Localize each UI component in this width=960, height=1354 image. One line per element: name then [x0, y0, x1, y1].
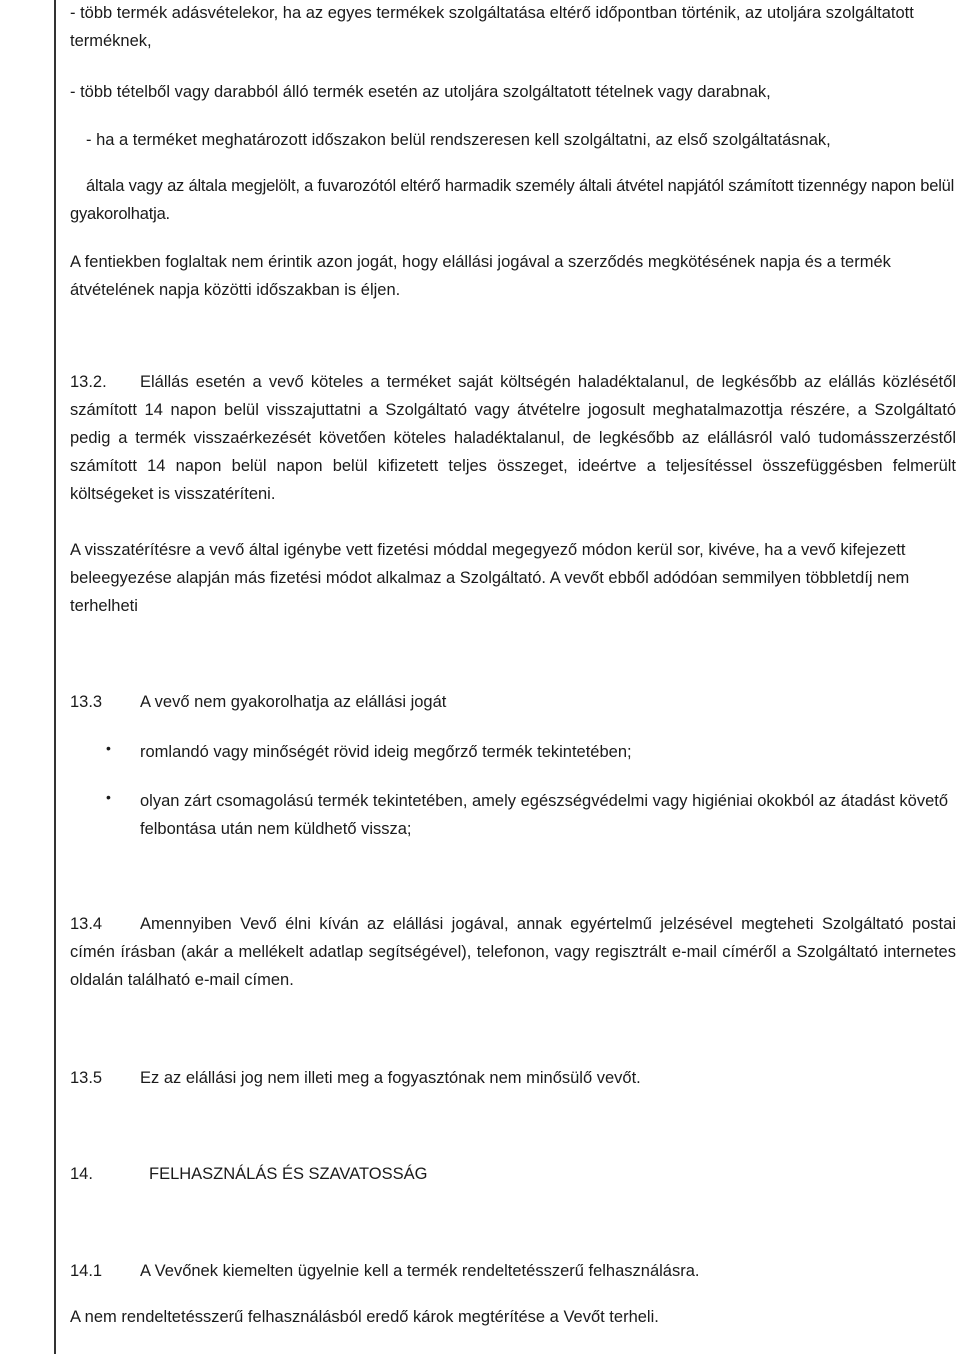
section-13-4-text: Amennyiben Vevő élni kíván az elállási jogával, annak egyértelmű jelzésével megteheti Szolgáltató postai címén írásban (akár a mellékelt adatlap segítségével), telefonon, vagy regisztrált e-mail címéről a Szolgáltató internetes oldalán található e-mail címen.	[70, 915, 956, 989]
section-14-1-text: A Vevőnek kiemelten ügyelnie kell a termék rendeltetésszerű felhasználásra.	[140, 1262, 700, 1280]
refund-paragraph: A visszatérítésre a vevő által igénybe vett fizetési móddal megegyező módon kerül sor, kivéve, ha a vevő kifejezett beleegyezése alapján más fizetési módot alkalmaz a Szolgáltató. A vevőt ebből adódóan semmilyen többletdíj nem terhelheti	[70, 541, 910, 615]
section-13-2-text: Elállás esetén a vevő köteles a terméket saját költségén haladéktalanul, de legkésőbb az elállás közlésétől számított 14 napon belül visszajuttatni a Szolgáltató vagy átvételre jogosult meghatalmazottja részére, a Szolgáltató pedig a termék visszaérkezését követően köteles haladéktalanul, de legkésőbb az elállásról való tudomásszerzéstől számított 14 napon belül napon belül kifizetett teljes összeget, ideértve a teljesítéssel összefüggésben felmerült költségeket is visszatéríteni.	[70, 373, 956, 503]
section-13-5-text: Ez az elállási jog nem illeti meg a fogyasztónak nem minősülő vevőt.	[140, 1069, 641, 1087]
bullet-icon: •	[106, 740, 111, 756]
intro-line-2: - több tételből vagy darabból álló termék esetén az utoljára szolgáltatott tételnek vagy darabnak,	[70, 83, 771, 101]
section-13-5-number: 13.5	[70, 1069, 103, 1087]
section-13-3-text: A vevő nem gyakorolhatja az elállási jogát	[140, 693, 447, 711]
section-13-4-number: 13.4	[70, 915, 103, 933]
section-14-number: 14.	[70, 1165, 93, 1183]
section-14-heading	[70, 1160, 956, 1188]
intro-paragraph: A fentiekben foglaltak nem érintik azon jogát, hogy elállási jogával a szerződés megkötésének napja és a termék átvételének napja közötti időszakban is éljen.	[70, 253, 891, 299]
section-13-2-number: 13.2.	[70, 373, 107, 391]
page-margin-rule	[54, 0, 56, 1354]
section-14-1-followup: A nem rendeltetésszerű felhasználásból eredő károk megtérítése a Vevőt terheli.	[70, 1308, 659, 1326]
intro-line-3: - ha a terméket meghatározott időszakon belül rendszeresen kell szolgáltatni, az első szolgáltatásnak,	[86, 131, 831, 149]
intro-line-4: általa vagy az általa megjelölt, a fuvarozótól eltérő harmadik személy általi átvétel napjától számított tizennégy napon belül gyakorolhatja.	[70, 177, 955, 223]
bullet-icon: •	[106, 789, 111, 805]
section-13-3-number: 13.3	[70, 693, 103, 711]
intro-line-1: - több termék adásvételekor, ha az egyes termékek szolgáltatása eltérő időpontban történik, az utoljára szolgáltatott terméknek,	[70, 4, 914, 50]
section-14-1	[70, 1257, 956, 1285]
section-13-2	[70, 368, 956, 508]
section-13-3	[70, 688, 956, 716]
section-14-1-number: 14.1	[70, 1262, 103, 1280]
section-14-title: FELHASZNÁLÁS ÉS SZAVATOSSÁG	[149, 1165, 428, 1183]
exception-item-1: romlandó vagy minőségét rövid ideig megőrző termék tekintetében;	[140, 743, 632, 761]
section-13-5	[70, 1064, 956, 1092]
exception-item-2: olyan zárt csomagolású termék tekintetében, amely egészségvédelmi vagy higiéniai okokból az átadást követő felbontása után nem küldhető vissza;	[140, 792, 949, 838]
section-13-4	[70, 910, 956, 994]
